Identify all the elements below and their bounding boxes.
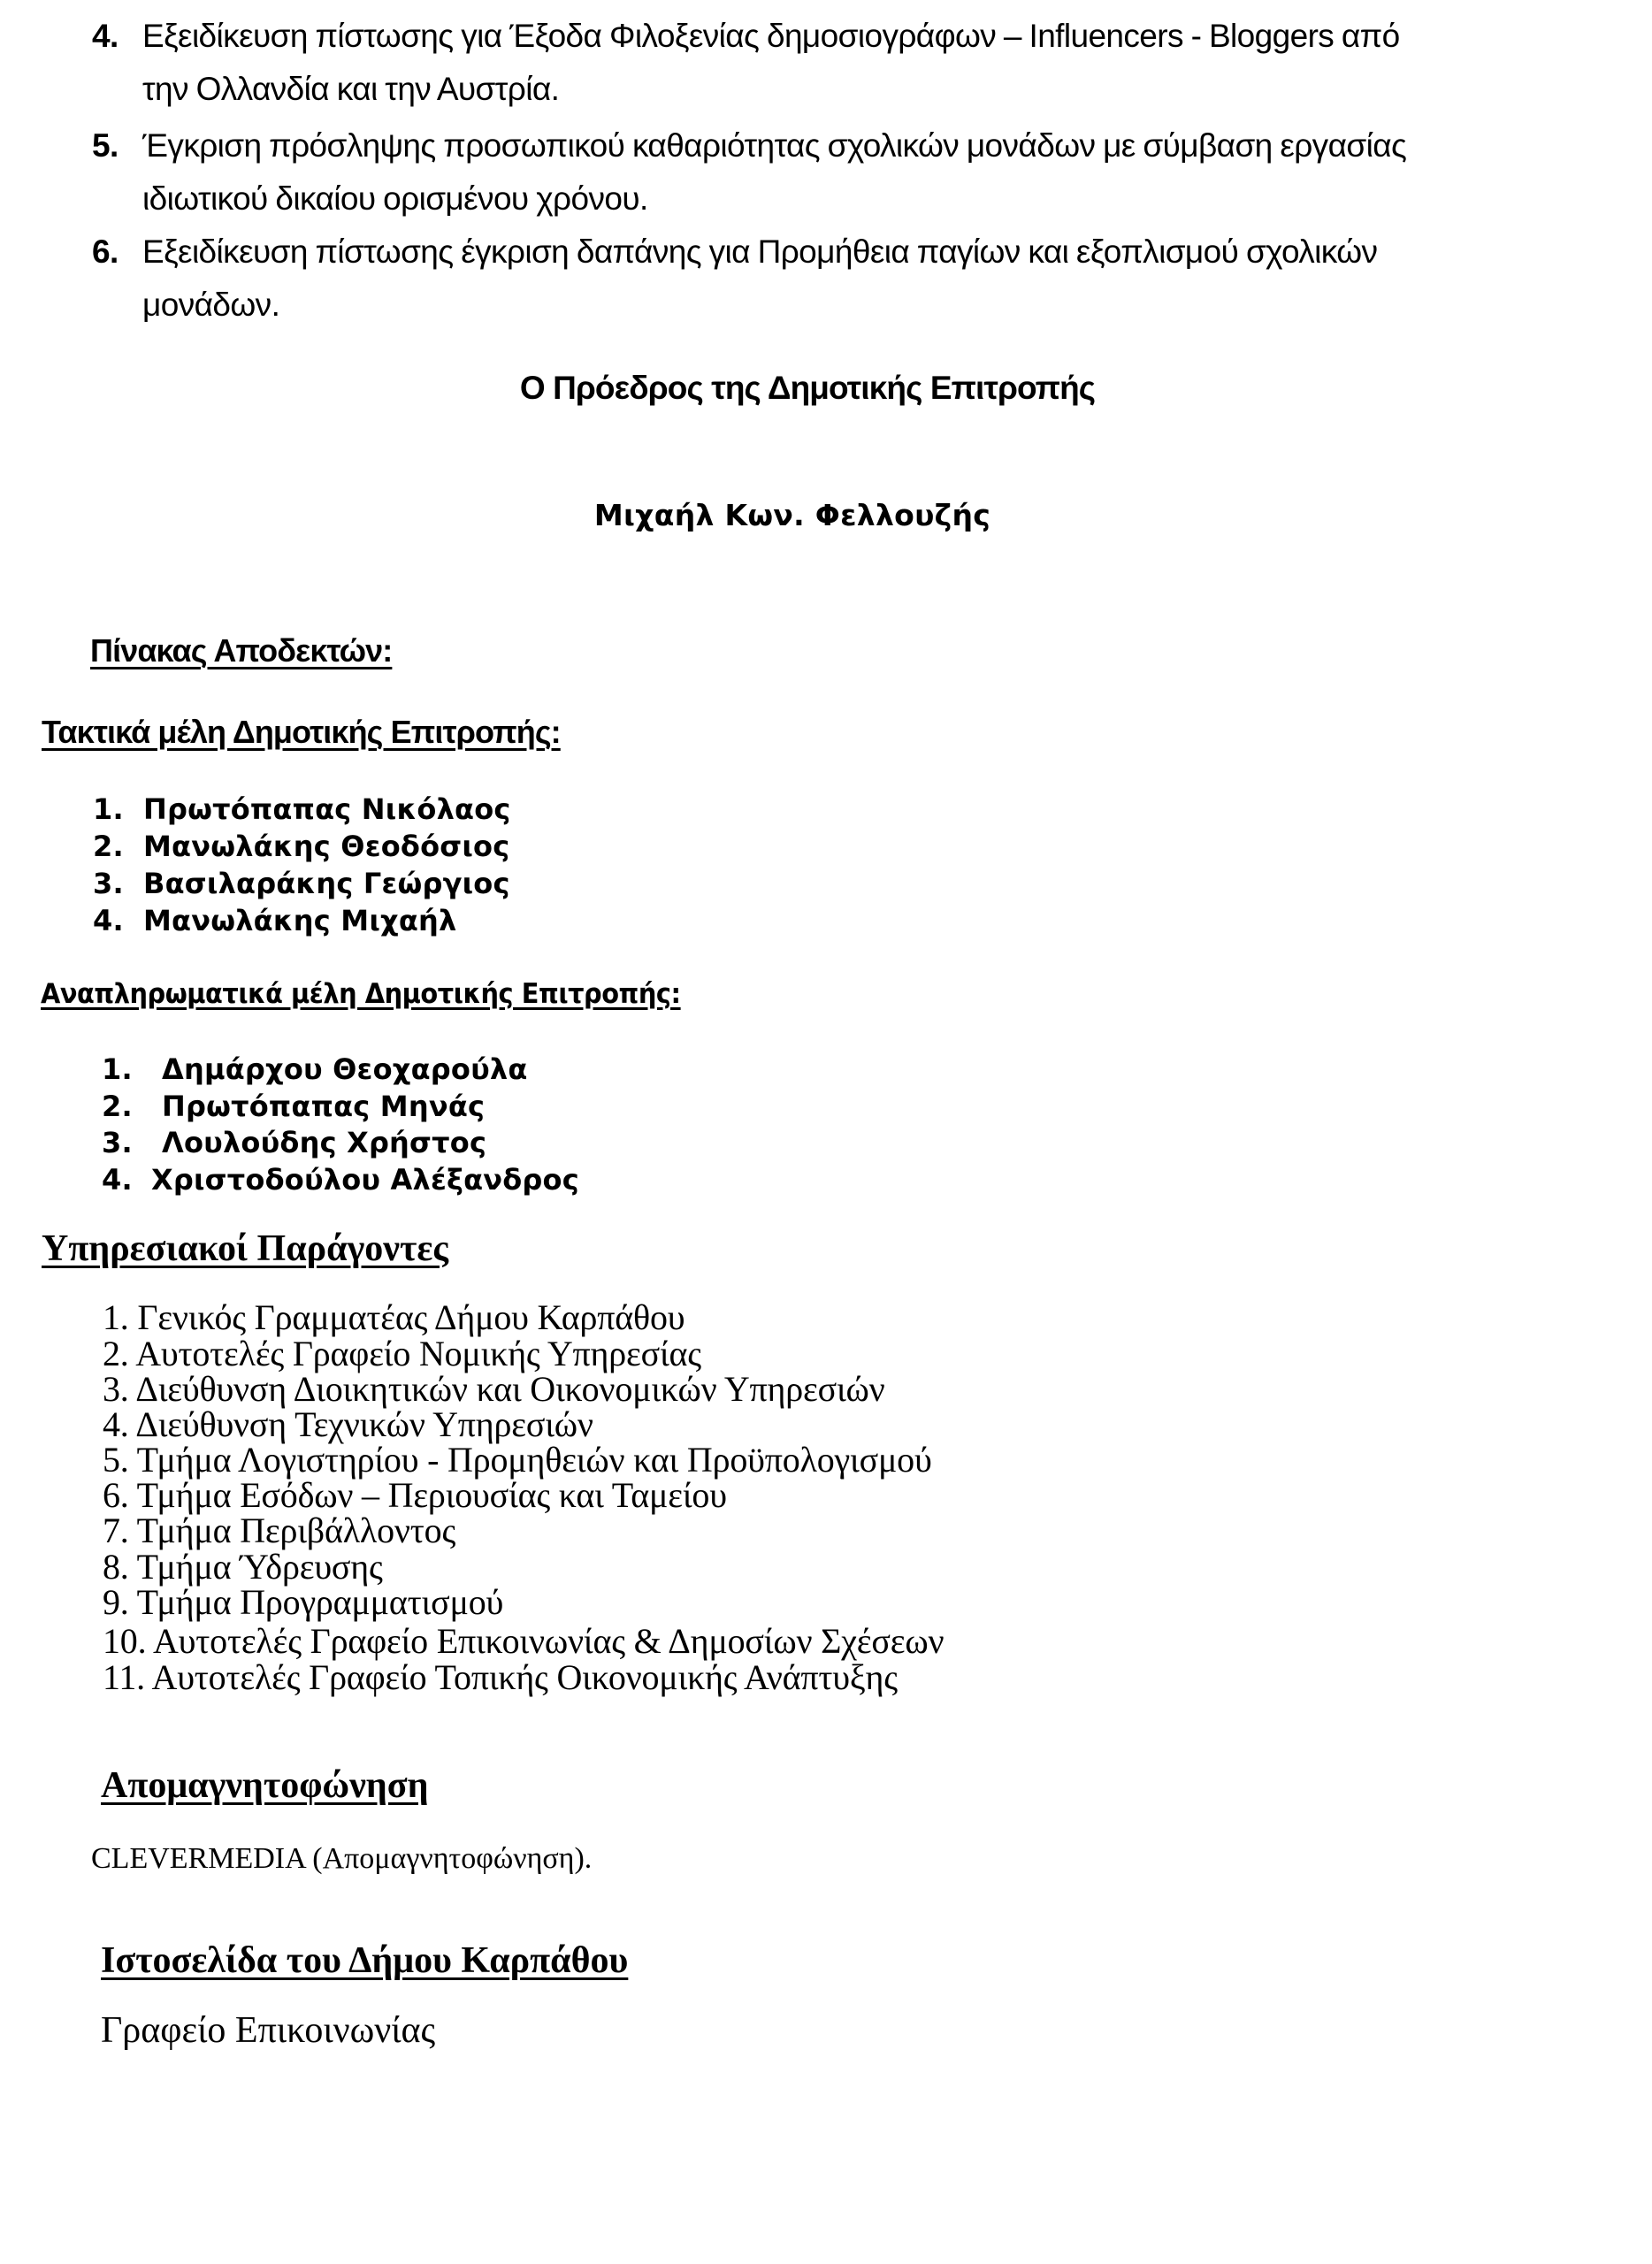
list-item: 7. Τμήμα Περιβάλλοντος — [103, 1511, 456, 1550]
member-name: Μανωλάκης Μιχαήλ — [143, 904, 457, 937]
list-item-number: 4. — [93, 904, 124, 937]
agenda-item-text: ιδιωτικού δικαίου ορισμένου χρόνου. — [142, 180, 648, 217]
agenda-item-number: 4. — [92, 18, 119, 54]
list-item-number: 3. — [102, 1126, 133, 1159]
service-officials-heading: Υπηρεσιακοί Παράγοντες — [42, 1228, 449, 1269]
member-name: Λουλούδης Χρήστος — [162, 1126, 487, 1159]
list-item-number: 2. — [93, 830, 124, 863]
website-text: Γραφείο Επικοινωνίας — [101, 2010, 436, 2051]
list-item: 2. Αυτοτελές Γραφείο Νομικής Υπηρεσίας — [103, 1334, 701, 1373]
list-item-number: 1. — [102, 1052, 133, 1086]
agenda-item-text: Εξειδίκευση πίστωσης για Έξοδα Φιλοξενίας δημοσιογράφων – Influencers - Bloggers από — [142, 18, 1400, 54]
website-heading: Ιστοσελίδα του Δήμου Καρπάθου — [101, 1940, 629, 1981]
list-item: 6. Τμήμα Εσόδων – Περιουσίας και Ταμείου — [103, 1475, 727, 1515]
signature-title: Ο Πρόεδρος της Δημοτικής Επιτροπής — [519, 370, 1096, 406]
list-item-number: 3. — [93, 867, 124, 900]
transcription-heading: Απομαγνητοφώνηση — [101, 1765, 429, 1806]
member-name: Χριστοδούλου Αλέξανδρος — [151, 1163, 579, 1197]
agenda-item-text: την Ολλανδία και την Αυστρία. — [142, 71, 560, 107]
list-item: 10. Αυτοτελές Γραφείο Επικοινωνίας & Δημοσίων Σχέσεων — [103, 1621, 945, 1661]
member-name: Πρωτόπαπας Νικόλαος — [143, 792, 511, 826]
list-item: 8. Τμήμα Ύδρευσης — [103, 1547, 383, 1587]
list-item-number: 2. — [102, 1090, 133, 1123]
member-name: Μανωλάκης Θεοδόσιος — [143, 830, 510, 863]
agenda-item-text: μονάδων. — [142, 287, 280, 323]
list-item-number: 4. — [102, 1163, 133, 1197]
list-item: 4. Διεύθυνση Τεχνικών Υπηρεσιών — [103, 1404, 593, 1444]
recipients-heading: Πίνακας Αποδεκτών: — [90, 632, 393, 669]
agenda-item-number: 6. — [92, 233, 119, 270]
list-item: 9. Τμήμα Προγραμματισμού — [103, 1582, 504, 1622]
list-item: 5. Τμήμα Λογιστηρίου - Προμηθειών και Προϋπολογισμού — [103, 1440, 932, 1480]
member-name: Πρωτόπαπας Μηνάς — [162, 1090, 486, 1123]
list-item: 3. Διεύθυνση Διοικητικών και Οικονομικών Υπηρεσιών — [103, 1369, 885, 1409]
list-item: 1. Γενικός Γραμματέας Δήμου Καρπάθου — [103, 1297, 685, 1337]
agenda-item-number: 5. — [92, 127, 119, 164]
list-item-number: 1. — [93, 792, 124, 826]
transcription-text: CLEVERMEDIA (Απομαγνητοφώνηση). — [91, 1842, 593, 1875]
list-item: 11. Αυτοτελές Γραφείο Τοπικής Οικονομικής Ανάπτυξης — [103, 1657, 898, 1697]
substitute-members-heading: Αναπληρωματικά μέλη Δημοτικής Επιτροπής: — [41, 978, 681, 1010]
regular-members-heading: Τακτικά μέλη Δημοτικής Επιτροπής: — [42, 714, 561, 750]
signature-name: Μιχαήλ Κων. Φελλουζής — [593, 498, 991, 532]
agenda-item-text: Έγκριση πρόσληψης προσωπικού καθαριότητας σχολικών μονάδων με σύμβαση εργασίας — [142, 127, 1407, 164]
member-name: Δημάρχου Θεοχαρούλα — [162, 1052, 528, 1086]
agenda-item-text: Εξειδίκευση πίστωσης έγκριση δαπάνης για Προμήθεια παγίων και εξοπλισμού σχολικών — [142, 233, 1378, 270]
member-name: Βασιλαράκης Γεώργιος — [143, 867, 510, 900]
